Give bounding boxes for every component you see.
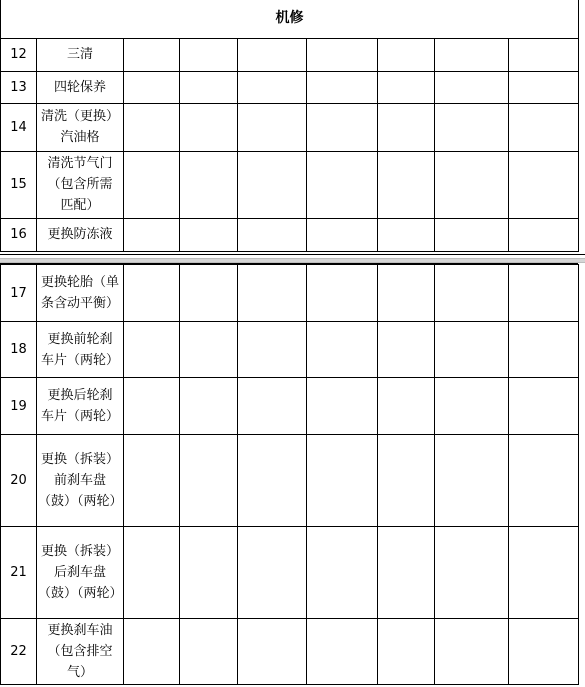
empty-cell[interactable] (509, 619, 579, 685)
section-title[interactable]: 机修 (1, 0, 579, 38)
table-upper-pane (0, 0, 578, 252)
empty-cell[interactable] (307, 38, 378, 71)
service-item-text-line: 更换刹车油 (47, 623, 113, 638)
section-title-row (1, 0, 579, 38)
table-row (1, 322, 579, 378)
empty-cell[interactable] (124, 619, 180, 685)
service-item-text-line: 三清 (66, 47, 93, 62)
empty-cell[interactable] (238, 38, 307, 71)
empty-cell[interactable] (238, 71, 307, 103)
row-number-cell[interactable]: 13 (1, 71, 37, 103)
empty-cell[interactable] (307, 151, 378, 218)
empty-cell[interactable] (435, 378, 509, 435)
empty-cell[interactable] (509, 151, 579, 218)
row-number-cell[interactable]: 21 (1, 527, 37, 619)
service-item-text-line: 清洗（更换） (40, 109, 119, 124)
empty-cell[interactable] (378, 619, 435, 685)
service-item-cell[interactable] (37, 435, 124, 527)
empty-cell[interactable] (180, 103, 238, 151)
empty-cell[interactable] (238, 527, 307, 619)
service-item-text-line: 更换（拆装） (40, 544, 119, 559)
table-row (1, 103, 579, 151)
empty-cell[interactable] (435, 151, 509, 218)
empty-cell[interactable] (238, 265, 307, 322)
service-item-cell[interactable] (37, 71, 124, 103)
empty-cell[interactable] (238, 619, 307, 685)
empty-cell[interactable] (238, 322, 307, 378)
table-row (1, 378, 579, 435)
empty-cell[interactable] (378, 322, 435, 378)
table-row (1, 38, 579, 71)
empty-cell[interactable] (378, 527, 435, 619)
table-row (1, 435, 579, 527)
empty-cell[interactable] (378, 378, 435, 435)
empty-cell[interactable] (435, 527, 509, 619)
service-item-text-line: 后刹车盘 (53, 565, 106, 580)
table-row (1, 71, 579, 103)
row-number-cell[interactable]: 19 (1, 378, 37, 435)
pane-divider-top (0, 254, 585, 255)
empty-cell[interactable] (238, 103, 307, 151)
empty-cell[interactable] (124, 38, 180, 71)
table-row (1, 151, 579, 218)
empty-cell[interactable] (378, 218, 435, 251)
empty-cell[interactable] (180, 322, 238, 378)
service-item-text-line: 更换前轮刹 (47, 331, 113, 347)
service-item-text-line: 条含动平衡） (40, 296, 119, 311)
empty-cell[interactable] (435, 619, 509, 685)
empty-cell[interactable] (238, 378, 307, 435)
empty-cell[interactable] (180, 38, 238, 71)
empty-cell[interactable] (180, 218, 238, 251)
table-row (1, 527, 579, 619)
empty-cell[interactable] (180, 435, 238, 527)
table-row (1, 619, 579, 685)
empty-cell[interactable] (509, 218, 579, 251)
service-item-text-line: 气） (66, 665, 93, 680)
table-lower-pane (0, 264, 578, 685)
empty-cell[interactable] (124, 527, 180, 619)
service-item-cell[interactable] (37, 265, 124, 322)
row-number-cell[interactable]: 17 (1, 265, 37, 322)
service-item-text-line: （鼓）（两轮） (38, 494, 123, 509)
service-item-text-line: 更换后轮刹 (47, 388, 113, 403)
service-item-text-line: 车片（两轮） (40, 352, 119, 368)
table-row (1, 265, 579, 322)
empty-cell[interactable] (238, 435, 307, 527)
service-item-cell[interactable] (37, 378, 124, 435)
row-number-cell[interactable]: 20 (1, 435, 37, 527)
empty-cell[interactable] (124, 103, 180, 151)
row-number-cell[interactable]: 22 (1, 619, 37, 685)
service-item-text-line: （包含排空 (47, 644, 113, 659)
empty-cell[interactable] (435, 435, 509, 527)
service-item-cell[interactable] (37, 151, 124, 218)
empty-cell[interactable] (378, 38, 435, 71)
empty-cell[interactable] (378, 103, 435, 151)
service-item-cell[interactable] (37, 38, 124, 71)
empty-cell[interactable] (307, 218, 378, 251)
empty-cell[interactable] (124, 322, 180, 378)
service-item-text-line: 前刹车盘 (53, 473, 106, 488)
empty-cell[interactable] (307, 378, 378, 435)
empty-cell[interactable] (180, 151, 238, 218)
service-item-text-line: 更换轮胎（单 (40, 275, 119, 290)
service-item-text-line: （包含所需 (47, 177, 113, 192)
empty-cell[interactable] (307, 71, 378, 103)
empty-cell[interactable] (509, 103, 579, 151)
empty-cell[interactable] (509, 435, 579, 527)
service-item-cell[interactable] (37, 322, 124, 378)
empty-cell[interactable] (180, 378, 238, 435)
empty-cell[interactable] (509, 322, 579, 378)
empty-cell[interactable] (378, 265, 435, 322)
empty-cell[interactable] (180, 71, 238, 103)
empty-cell[interactable] (435, 322, 509, 378)
empty-cell[interactable] (307, 619, 378, 685)
service-item-cell[interactable] (37, 218, 124, 251)
empty-cell[interactable] (509, 527, 579, 619)
row-number-cell[interactable]: 12 (1, 38, 37, 71)
empty-cell[interactable] (238, 218, 307, 251)
empty-cell[interactable] (307, 527, 378, 619)
empty-cell[interactable] (307, 265, 378, 322)
empty-cell[interactable] (307, 322, 378, 378)
empty-cell[interactable] (509, 265, 579, 322)
empty-cell[interactable] (378, 435, 435, 527)
service-item-cell[interactable] (37, 619, 124, 685)
service-item-cell[interactable] (37, 103, 124, 151)
empty-cell[interactable] (435, 218, 509, 251)
empty-cell[interactable] (124, 218, 180, 251)
empty-cell[interactable] (435, 38, 509, 71)
empty-cell[interactable] (509, 378, 579, 435)
table-row (1, 218, 579, 251)
service-item-text-line: 匹配） (60, 198, 100, 213)
empty-cell[interactable] (509, 38, 579, 71)
service-item-text-line: 清洗节气门 (47, 156, 113, 171)
row-number-cell[interactable]: 16 (1, 218, 37, 251)
empty-cell[interactable] (307, 435, 378, 527)
empty-cell[interactable] (124, 71, 180, 103)
empty-cell[interactable] (435, 265, 509, 322)
service-item-text-line: 更换防冻液 (47, 227, 113, 242)
maintenance-table-lower (0, 264, 579, 685)
empty-cell[interactable] (378, 151, 435, 218)
service-item-text-line: 汽油格 (60, 130, 100, 145)
empty-cell[interactable] (180, 527, 238, 619)
row-number-cell[interactable]: 18 (1, 322, 37, 378)
empty-cell[interactable] (238, 151, 307, 218)
empty-cell[interactable] (180, 265, 238, 322)
service-item-text-line: 车片（两轮） (40, 409, 119, 424)
empty-cell[interactable] (124, 151, 180, 218)
row-number-cell[interactable]: 14 (1, 103, 37, 151)
service-item-text-line: （鼓）（两轮） (38, 586, 123, 601)
empty-cell[interactable] (124, 378, 180, 435)
empty-cell[interactable] (307, 103, 378, 151)
empty-cell[interactable] (124, 435, 180, 527)
empty-cell[interactable] (509, 71, 579, 103)
service-item-text-line: 更换（拆装） (40, 452, 119, 467)
empty-cell[interactable] (378, 71, 435, 103)
empty-cell[interactable] (435, 103, 509, 151)
service-item-text-line: 四轮保养 (53, 79, 106, 95)
row-number-cell[interactable]: 15 (1, 151, 37, 218)
empty-cell[interactable] (180, 619, 238, 685)
service-item-cell[interactable] (37, 527, 124, 619)
empty-cell[interactable] (124, 265, 180, 322)
maintenance-table-upper (0, 0, 579, 252)
empty-cell[interactable] (435, 71, 509, 103)
